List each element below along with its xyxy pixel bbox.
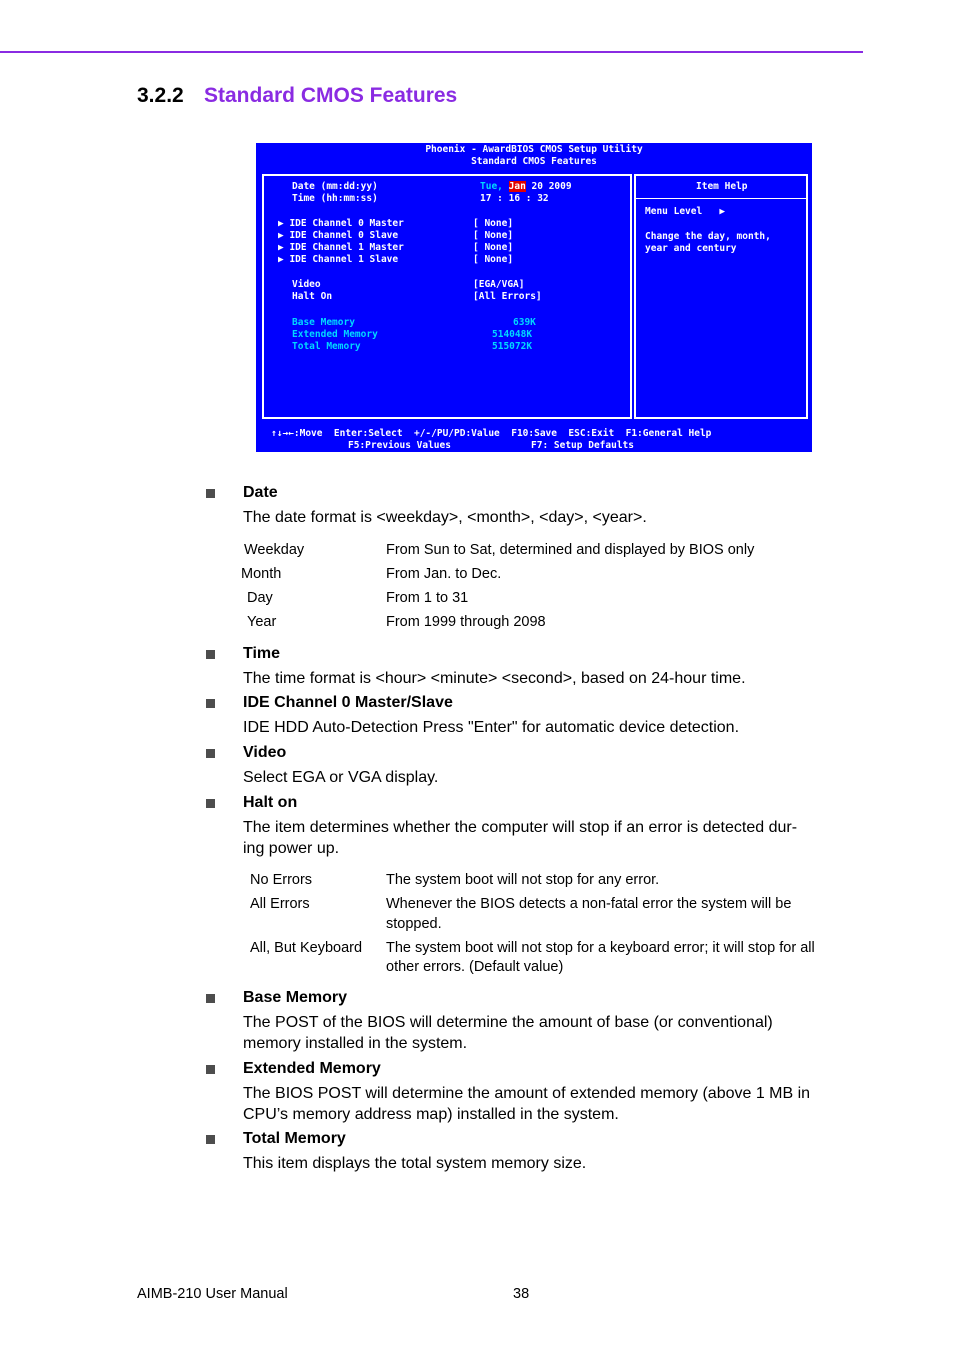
table-def: From Jan. to Dec. xyxy=(386,566,502,582)
bios-screenshot xyxy=(256,143,812,452)
table-term: Weekday xyxy=(244,542,305,558)
bios-date-month[interactable]: Jan xyxy=(508,181,526,192)
table-term: All, But Keyboard xyxy=(250,940,363,956)
table-def: The system boot will not stop for any error. xyxy=(386,872,660,888)
item-desc-total: This item displays the total system memory size. xyxy=(243,1155,587,1172)
table-def: From Sun to Sat, determined and displayed by BIOS only xyxy=(386,542,755,558)
bullet-icon xyxy=(206,799,215,808)
bios-ide-label: IDE Channel 0 Slave xyxy=(289,230,399,241)
bios-ide-value[interactable]: [ None] xyxy=(473,242,514,253)
bios-ide-item[interactable]: ▶ IDE Channel 0 Slave xyxy=(278,230,399,241)
bios-ide-label: IDE Channel 1 Slave xyxy=(289,254,399,265)
item-heading-date: Date xyxy=(243,484,278,501)
bullet-icon xyxy=(206,489,215,498)
item-heading-ide: IDE Channel 0 Master/Slave xyxy=(243,694,453,711)
item-desc-ide: IDE HDD Auto-Detection Press "Enter" for automatic device detection. xyxy=(243,719,740,736)
table-def: From 1999 through 2098 xyxy=(386,614,546,630)
bios-date-weekday: Tue, xyxy=(480,181,503,192)
item-heading-video: Video xyxy=(243,744,287,761)
bios-title: Phoenix - AwardBIOS CMOS Setup Utility xyxy=(425,144,643,155)
item-desc-base-cont: memory installed in the system. xyxy=(243,1035,468,1052)
bios-ide-item[interactable]: ▶ IDE Channel 1 Master xyxy=(278,242,404,253)
table-term: Month xyxy=(241,566,282,582)
table-def: Whenever the BIOS detects a non-fatal error the system will be xyxy=(386,896,792,912)
bios-ide-value[interactable]: [ None] xyxy=(473,230,514,241)
table-term: Year xyxy=(247,614,277,630)
header-rule xyxy=(0,51,863,53)
table-term: No Errors xyxy=(250,872,313,888)
item-heading-halt: Halt on xyxy=(243,794,298,811)
item-heading-total: Total Memory xyxy=(243,1130,346,1147)
bios-footer-keys: ↑↓→←:Move Enter:Select +/-/PU/PD:Value F10:Save ESC:Exit F1:General Help xyxy=(271,428,712,439)
bios-ide-label: IDE Channel 0 Master xyxy=(289,218,404,229)
bios-video-label: Video xyxy=(292,279,321,290)
bios-ext-mem-label: Extended Memory xyxy=(292,329,378,340)
bios-ide-label: IDE Channel 1 Master xyxy=(289,242,404,253)
bios-ide-item[interactable]: ▶ IDE Channel 0 Master xyxy=(278,218,404,229)
bios-halt-value[interactable]: [All Errors] xyxy=(473,291,542,302)
bios-subtitle: Standard CMOS Features xyxy=(471,156,597,167)
footer-manual-title: AIMB-210 User Manual xyxy=(137,1286,288,1302)
bullet-icon xyxy=(206,994,215,1003)
bios-total-mem-value: 515072K xyxy=(492,341,533,352)
item-desc-date: The date format is <weekday>, <month>, <day>, <year>. xyxy=(243,509,647,526)
bios-base-mem-label: Base Memory xyxy=(292,317,355,328)
bullet-icon xyxy=(206,1135,215,1144)
bios-ext-mem-value: 514048K xyxy=(492,329,533,340)
bios-footer-keys2: F5:Previous Values F7: Setup Defaults xyxy=(348,440,634,451)
bios-base-mem-value: 639K xyxy=(513,317,536,328)
bios-ide-value[interactable]: [ None] xyxy=(473,218,514,229)
bios-date-rest[interactable]: 20 2009 xyxy=(531,181,572,192)
table-term: Day xyxy=(247,590,273,606)
bullet-icon xyxy=(206,650,215,659)
table-def-cont: stopped. xyxy=(386,916,442,932)
bios-date-value[interactable] xyxy=(480,181,572,193)
bullet-icon xyxy=(206,699,215,708)
item-desc-base: The POST of the BIOS will determine the amount of base (or conventional) xyxy=(243,1014,773,1031)
item-desc-time: The time format is <hour> <minute> <second>, based on 24-hour time. xyxy=(243,670,746,687)
section-title: Standard CMOS Features xyxy=(204,84,458,107)
item-heading-base: Base Memory xyxy=(243,989,348,1006)
bios-help-divider xyxy=(636,198,806,199)
bios-help-title: Item Help xyxy=(696,181,748,192)
item-heading-time: Time xyxy=(243,645,281,662)
section-number: 3.2.2 xyxy=(137,84,184,107)
bios-ide-value[interactable]: [ None] xyxy=(473,254,514,265)
table-term: All Errors xyxy=(250,896,310,912)
bullet-icon xyxy=(206,1065,215,1074)
item-desc-extended: The BIOS POST will determine the amount of extended memory (above 1 MB in xyxy=(243,1085,811,1102)
bios-help-line: Change the day, month, xyxy=(645,231,771,242)
bios-help-line: year and century xyxy=(645,243,737,254)
table-def: The system boot will not stop for a keyboard error; it will stop for all xyxy=(386,940,815,956)
bios-date-label: Date (mm:dd:yy) xyxy=(292,181,378,192)
bios-menu-level-label: Menu Level xyxy=(645,206,703,217)
item-desc-video: Select EGA or VGA display. xyxy=(243,769,439,786)
arrow-right-icon: ▶ xyxy=(719,206,726,217)
bios-time-label: Time (hh:mm:ss) xyxy=(292,193,378,204)
table-def: From 1 to 31 xyxy=(386,590,469,606)
bios-menu-level xyxy=(645,206,725,218)
bios-time-value[interactable]: 17 : 16 : 32 xyxy=(480,193,549,204)
item-desc-halt: The item determines whether the computer will stop if an error is detected dur- xyxy=(243,819,798,836)
item-desc-extended-cont: CPU’s memory address map) installed in the system. xyxy=(243,1106,619,1123)
bios-video-value[interactable]: [EGA/VGA] xyxy=(473,279,525,290)
bullet-icon xyxy=(206,749,215,758)
page-number: 38 xyxy=(513,1286,530,1302)
table-def-cont: other errors. (Default value) xyxy=(386,959,564,975)
bios-halt-label: Halt On xyxy=(292,291,333,302)
bios-ide-item[interactable]: ▶ IDE Channel 1 Slave xyxy=(278,254,399,265)
item-heading-extended: Extended Memory xyxy=(243,1060,381,1077)
item-desc-halt-cont: ing power up. xyxy=(243,840,340,857)
bios-total-mem-label: Total Memory xyxy=(292,341,361,352)
